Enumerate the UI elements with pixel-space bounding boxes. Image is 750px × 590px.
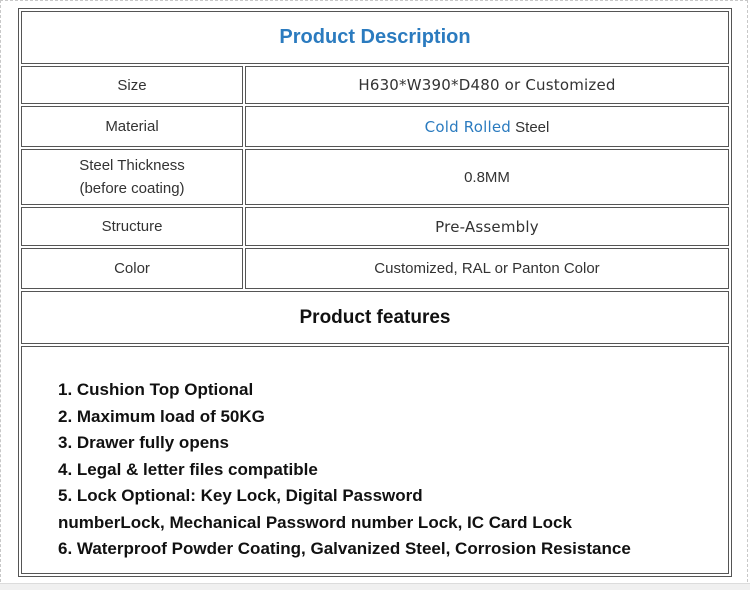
product-spec-table bbox=[18, 8, 732, 577]
size-label: Size bbox=[21, 66, 243, 104]
list-item: 3. Drawer fully opens bbox=[58, 433, 229, 452]
table-row bbox=[21, 207, 729, 246]
steel-thickness-label-line1: Steel Thickness bbox=[79, 157, 185, 174]
features-list bbox=[58, 377, 728, 563]
material-rest-text: Steel bbox=[510, 118, 550, 136]
size-value: H630*W390*D480 or Customized bbox=[245, 66, 729, 104]
product-features-title: Product features bbox=[21, 291, 729, 344]
material-accent-text: Cold Rolled bbox=[424, 117, 511, 136]
list-item: 6. Waterproof Powder Coating, Galvanized Steel, Corrosion Resistance bbox=[58, 539, 631, 558]
color-value: Customized, RAL or Panton Color bbox=[245, 248, 729, 289]
features-cell bbox=[21, 346, 729, 574]
list-item: 1. Cushion Top Optional bbox=[58, 380, 254, 399]
features-title-row bbox=[21, 291, 729, 344]
color-label: Color bbox=[21, 248, 243, 289]
steel-thickness-label bbox=[21, 149, 243, 205]
list-item: 2. Maximum load of 50KG bbox=[58, 406, 265, 426]
list-item: 4. Legal & letter files compatible bbox=[58, 459, 318, 479]
material-value bbox=[245, 106, 729, 147]
table-row bbox=[21, 149, 729, 205]
title-row bbox=[21, 11, 729, 64]
features-row bbox=[21, 346, 729, 574]
table-row bbox=[21, 106, 729, 147]
list-item: 5. Lock Optional: Key Lock, Digital Password bbox=[58, 486, 423, 505]
table-row bbox=[21, 248, 729, 289]
list-item: numberLock, Mechanical Password number Lock, IC Card Lock bbox=[58, 512, 572, 532]
table-row bbox=[21, 66, 729, 104]
product-description-title: Product Description bbox=[21, 11, 729, 64]
structure-label: Structure bbox=[21, 207, 243, 246]
material-label: Material bbox=[21, 106, 243, 147]
steel-thickness-label-line2: (before coating) bbox=[79, 180, 185, 197]
structure-value: Pre-Assembly bbox=[245, 207, 729, 246]
steel-thickness-value: 0.8MM bbox=[245, 149, 729, 205]
